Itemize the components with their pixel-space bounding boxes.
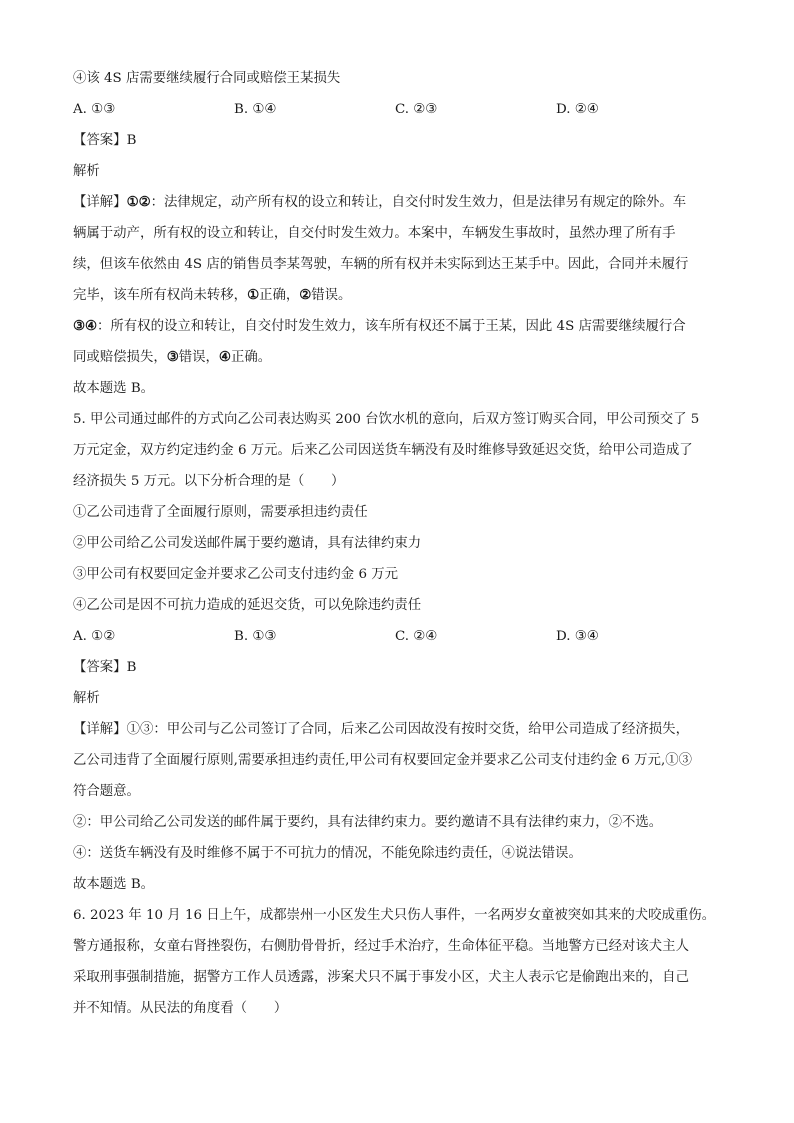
- q5-stem-line-1: 5. 甲公司通过邮件的方式向乙公司表达购买 200 台饮水机的意向，后双方签订购买合同，甲公司预交了 5: [73, 412, 700, 427]
- q5-answer-label: 【答案】: [73, 660, 127, 675]
- q4-mark-1: ①: [247, 287, 260, 303]
- q4-conclusion: 故本题选 B。: [73, 381, 155, 396]
- q4-option-a: A. ①③: [73, 102, 116, 117]
- document-content: [73, 63, 723, 1024]
- q4-detail-line-5: [73, 311, 723, 342]
- q4-detail-text: 错误。: [311, 288, 352, 303]
- q5-stem-line-2: 万元定金，双方约定违约金 6 万元。后来乙公司因送货车辆没有及时维修导致延迟交货，给甲公司造成了: [73, 443, 693, 458]
- q4-detail-text: ：法律规定，动产所有权的设立和转让，自交付时发生效力，但是法律另有规定的除外。车: [150, 195, 687, 210]
- q4-item-4: ④该 4S 店需要继续履行合同或赔偿王某损失: [73, 71, 341, 86]
- q6-stem-line-4: 并不知情。从民法的角度看（ ）: [73, 1001, 288, 1016]
- q4-detail-text: ：所有权的设立和转让，自交付时发生效力，该车所有权还不属于王某，因此 4S 店需要继续履行合: [97, 319, 686, 334]
- q4-option-c: C. ②③: [395, 102, 438, 117]
- q4-detail-marks-34: ③④: [73, 318, 98, 334]
- q5-option-c: C. ②④: [395, 629, 438, 644]
- q4-analysis-label: 解析: [73, 164, 100, 179]
- q5-item-1: ①乙公司违背了全面履行原则，需要承担违约责任: [73, 505, 368, 520]
- q4-detail-line-2: 辆属于动产，所有权的设立和转让，自交付时发生效力。本案中，车辆发生事故时，虽然办理了所有手: [73, 226, 676, 241]
- q4-options: [73, 94, 723, 125]
- q5-item-4: ④乙公司是因不可抗力造成的延迟交货，可以免除违约责任: [73, 598, 422, 613]
- q4-detail-text: 错误，: [178, 350, 219, 365]
- q4-detail-text: 正确。: [230, 350, 272, 365]
- q4-detail-line-3: 续，但该车依然由 4S 店的销售员李某驾驶，车辆的所有权并未实际到达王某手中。因此，合同并未履行: [73, 257, 689, 272]
- q5-detail-line-4: ②：甲公司给乙公司发送的邮件属于要约，具有法律约束力。要约邀请不具有法律约束力，②不选。: [73, 815, 663, 830]
- q5-detail-line-3: 符合题意。: [73, 784, 140, 799]
- q4-answer-label: 【答案】: [73, 133, 127, 148]
- q4-detail-line-4: [73, 280, 723, 311]
- q5-answer-value: B: [126, 660, 137, 675]
- q5-answer: [73, 652, 723, 683]
- q5-item-3: ③甲公司有权要回定金并要求乙公司支付违约金 6 万元: [73, 567, 399, 582]
- q5-detail-label: 【详解】: [73, 722, 127, 737]
- q5-detail-line-5: ④：送货车辆没有及时维修不属于不可抗力的情况，不能免除违约责任，④说法错误。: [73, 846, 582, 861]
- q4-detail-text: 正确，: [259, 288, 300, 303]
- q5-stem-line-3: 经济损失 5 万元。以下分析合理的是（ ）: [73, 474, 345, 489]
- q5-item-2: ②甲公司给乙公司发送邮件属于要约邀请，具有法律约束力: [73, 536, 422, 551]
- q4-detail-line-1: [73, 187, 723, 218]
- q4-mark-3: ③: [166, 349, 179, 365]
- q5-detail-line-2: 乙公司违背了全面履行原则,需要承担违约责任,甲公司有权要回定金并要求乙公司支付违约金 6 万元,①③: [73, 753, 692, 768]
- q4-detail-line-6: [73, 342, 723, 373]
- q5-option-a: A. ①②: [73, 629, 116, 644]
- q4-mark-2: ②: [299, 287, 312, 303]
- q5-analysis-label: 解析: [73, 691, 100, 706]
- q4-mark-4: ④: [218, 349, 231, 365]
- q5-options: [73, 621, 723, 652]
- q5-option-b: B. ①③: [234, 629, 277, 644]
- q4-answer: [73, 125, 723, 156]
- q4-detail-text: 同或赔偿损失，: [73, 350, 167, 365]
- q5-option-d: D. ③④: [556, 629, 599, 644]
- q5-conclusion: 故本题选 B。: [73, 877, 155, 892]
- q5-detail-line-1: [73, 714, 723, 745]
- q6-stem-line-1: 6. 2023 年 10 月 16 日上午，成都崇州一小区发生犬只伤人事件，一名两岁女童被突如其来的犬咬成重伤。: [73, 908, 716, 923]
- q4-detail-marks-12: ①②: [126, 194, 151, 210]
- q4-option-b: B. ①④: [234, 102, 277, 117]
- q5-detail-text: ①③：甲公司与乙公司签订了合同，后来乙公司因故没有按时交货，给甲公司造成了经济损失，: [126, 722, 689, 737]
- q6-stem-line-2: 警方通报称，女童右肾挫裂伤，右侧肋骨骨折，经过手术治疗，生命体征平稳。当地警方已经对该犬主人: [73, 939, 689, 954]
- q6-stem-line-3: 采取刑事强制措施，据警方工作人员透露，涉案犬只不属于事发小区，犬主人表示它是偷跑出来的，自己: [73, 970, 689, 985]
- q4-detail-label: 【详解】: [73, 195, 127, 210]
- q4-detail-text: 完毕，该车所有权尚未转移，: [73, 288, 248, 303]
- q4-option-d: D. ②④: [556, 102, 599, 117]
- q4-answer-value: B: [126, 133, 137, 148]
